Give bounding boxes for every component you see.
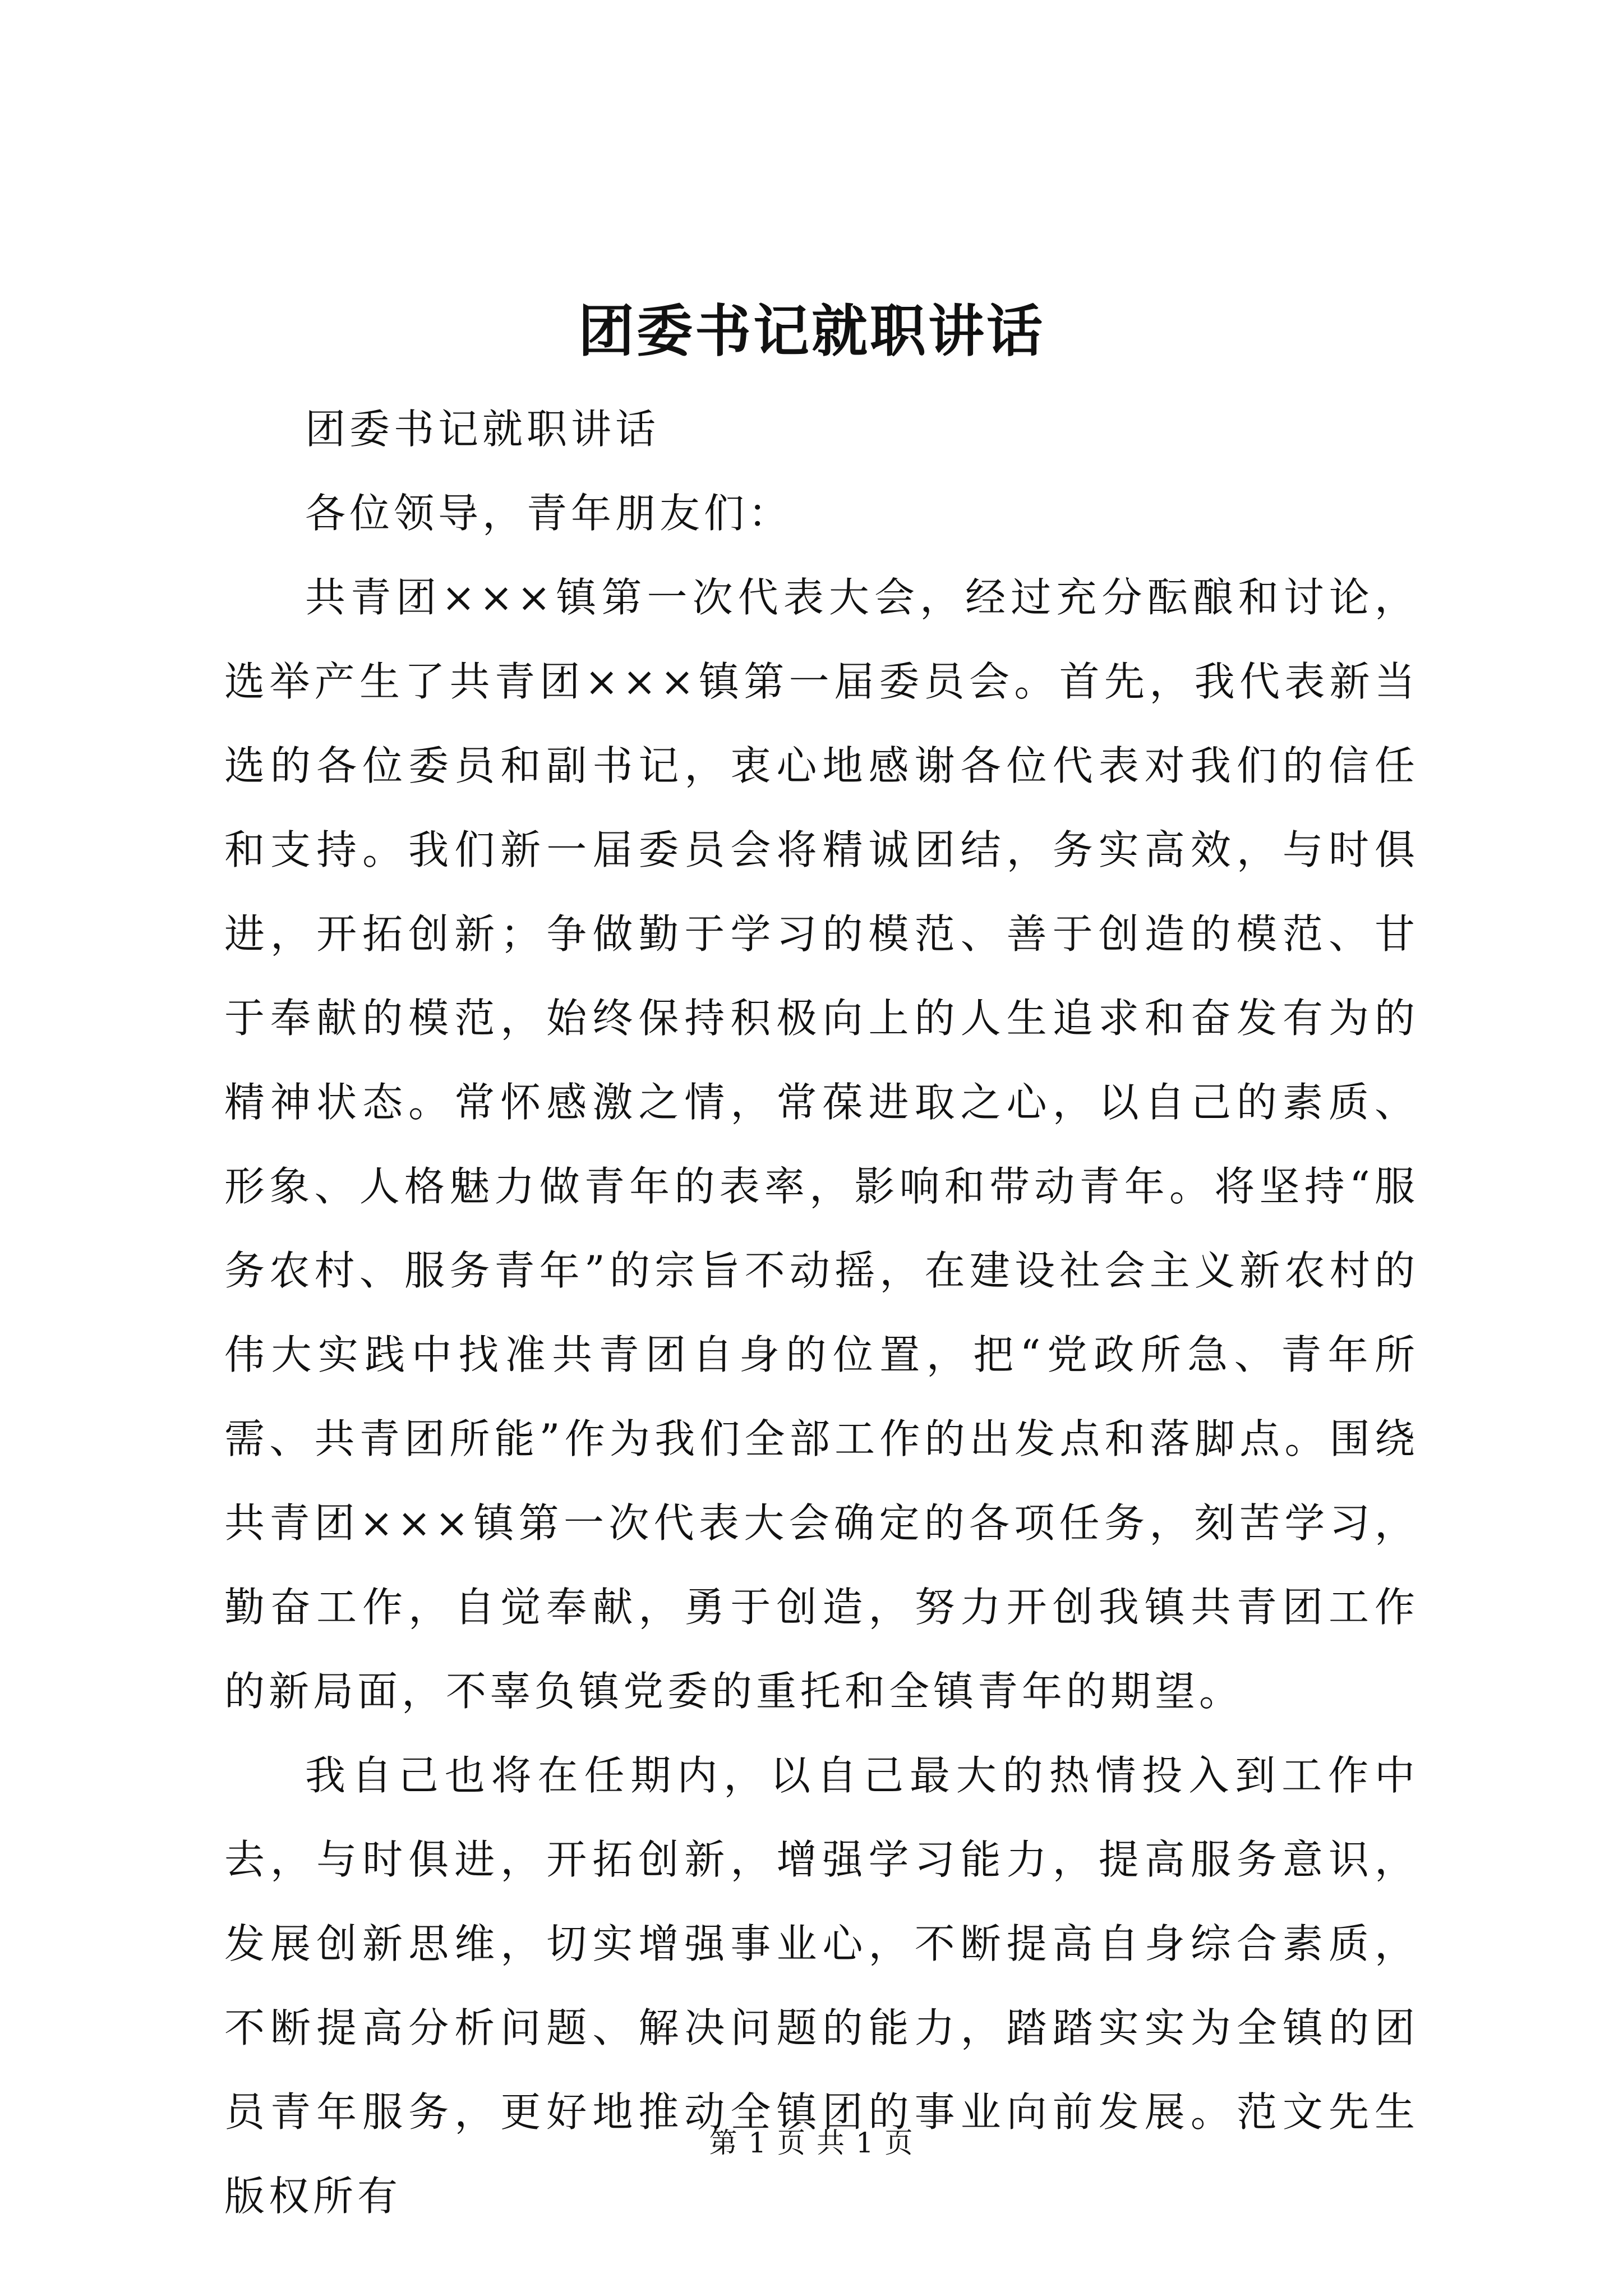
salutation-paragraph: 各位领导，青年朋友们： <box>305 490 793 537</box>
subtitle-paragraph: 团委书记就职讲话 <box>305 406 660 453</box>
body-paragraph-2: 我自己也将在任期内，以自己最大的热情投入到工作中去，与时俱进，开拓创新，增强学习能力，提高服务意识，发展创新思维，切实增强事业心，不断提高自身综合素质，不断提高分析问题、解决问题的能力，踏踏实实为全镇的团员青年服务，更好地推动全镇团的事业向前发展。范文先生版权所有 <box>224 1752 1419 2220</box>
document-title: 团委书记就职讲话 <box>578 298 1045 364</box>
page-footer: 第 1 页 共 1 页 <box>709 2127 914 2159</box>
document-body <box>224 387 1419 2238</box>
body-paragraph-1: 共青团×××镇第一次代表大会，经过充分酝酿和讨论，选举产生了共青团×××镇第一届委员会。首先，我代表新当选的各位委员和副书记，衷心地感谢各位代表对我们的信任和支持。我们新一届委员会将精诚团结，务实高效，与时俱进，开拓创新；争做勤于学习的模范、善于创造的模范、甘于奉献的模范，始终保持积极向上的人生追求和奋发有为的精神状态。常怀感激之情，常葆进取之心，以自己的素质、形象、人格魅力做青年的表率，影响和带动青年。将坚持“服务农村、服务青年”的宗旨不动摇，在建设社会主义新农村的伟大实践中找准共青团自身的位置，把“党政所急、青年所需、共青团所能”作为我们全部工作的出发点和落脚点。围绕共青团×××镇第一次代表大会确定的各项任务，刻苦学习，勤奋工作，自觉奉献，勇于创造，努力开创我镇共青团工作的新局面，不辜负镇党委的重托和全镇青年的期望。 <box>224 574 1419 1715</box>
